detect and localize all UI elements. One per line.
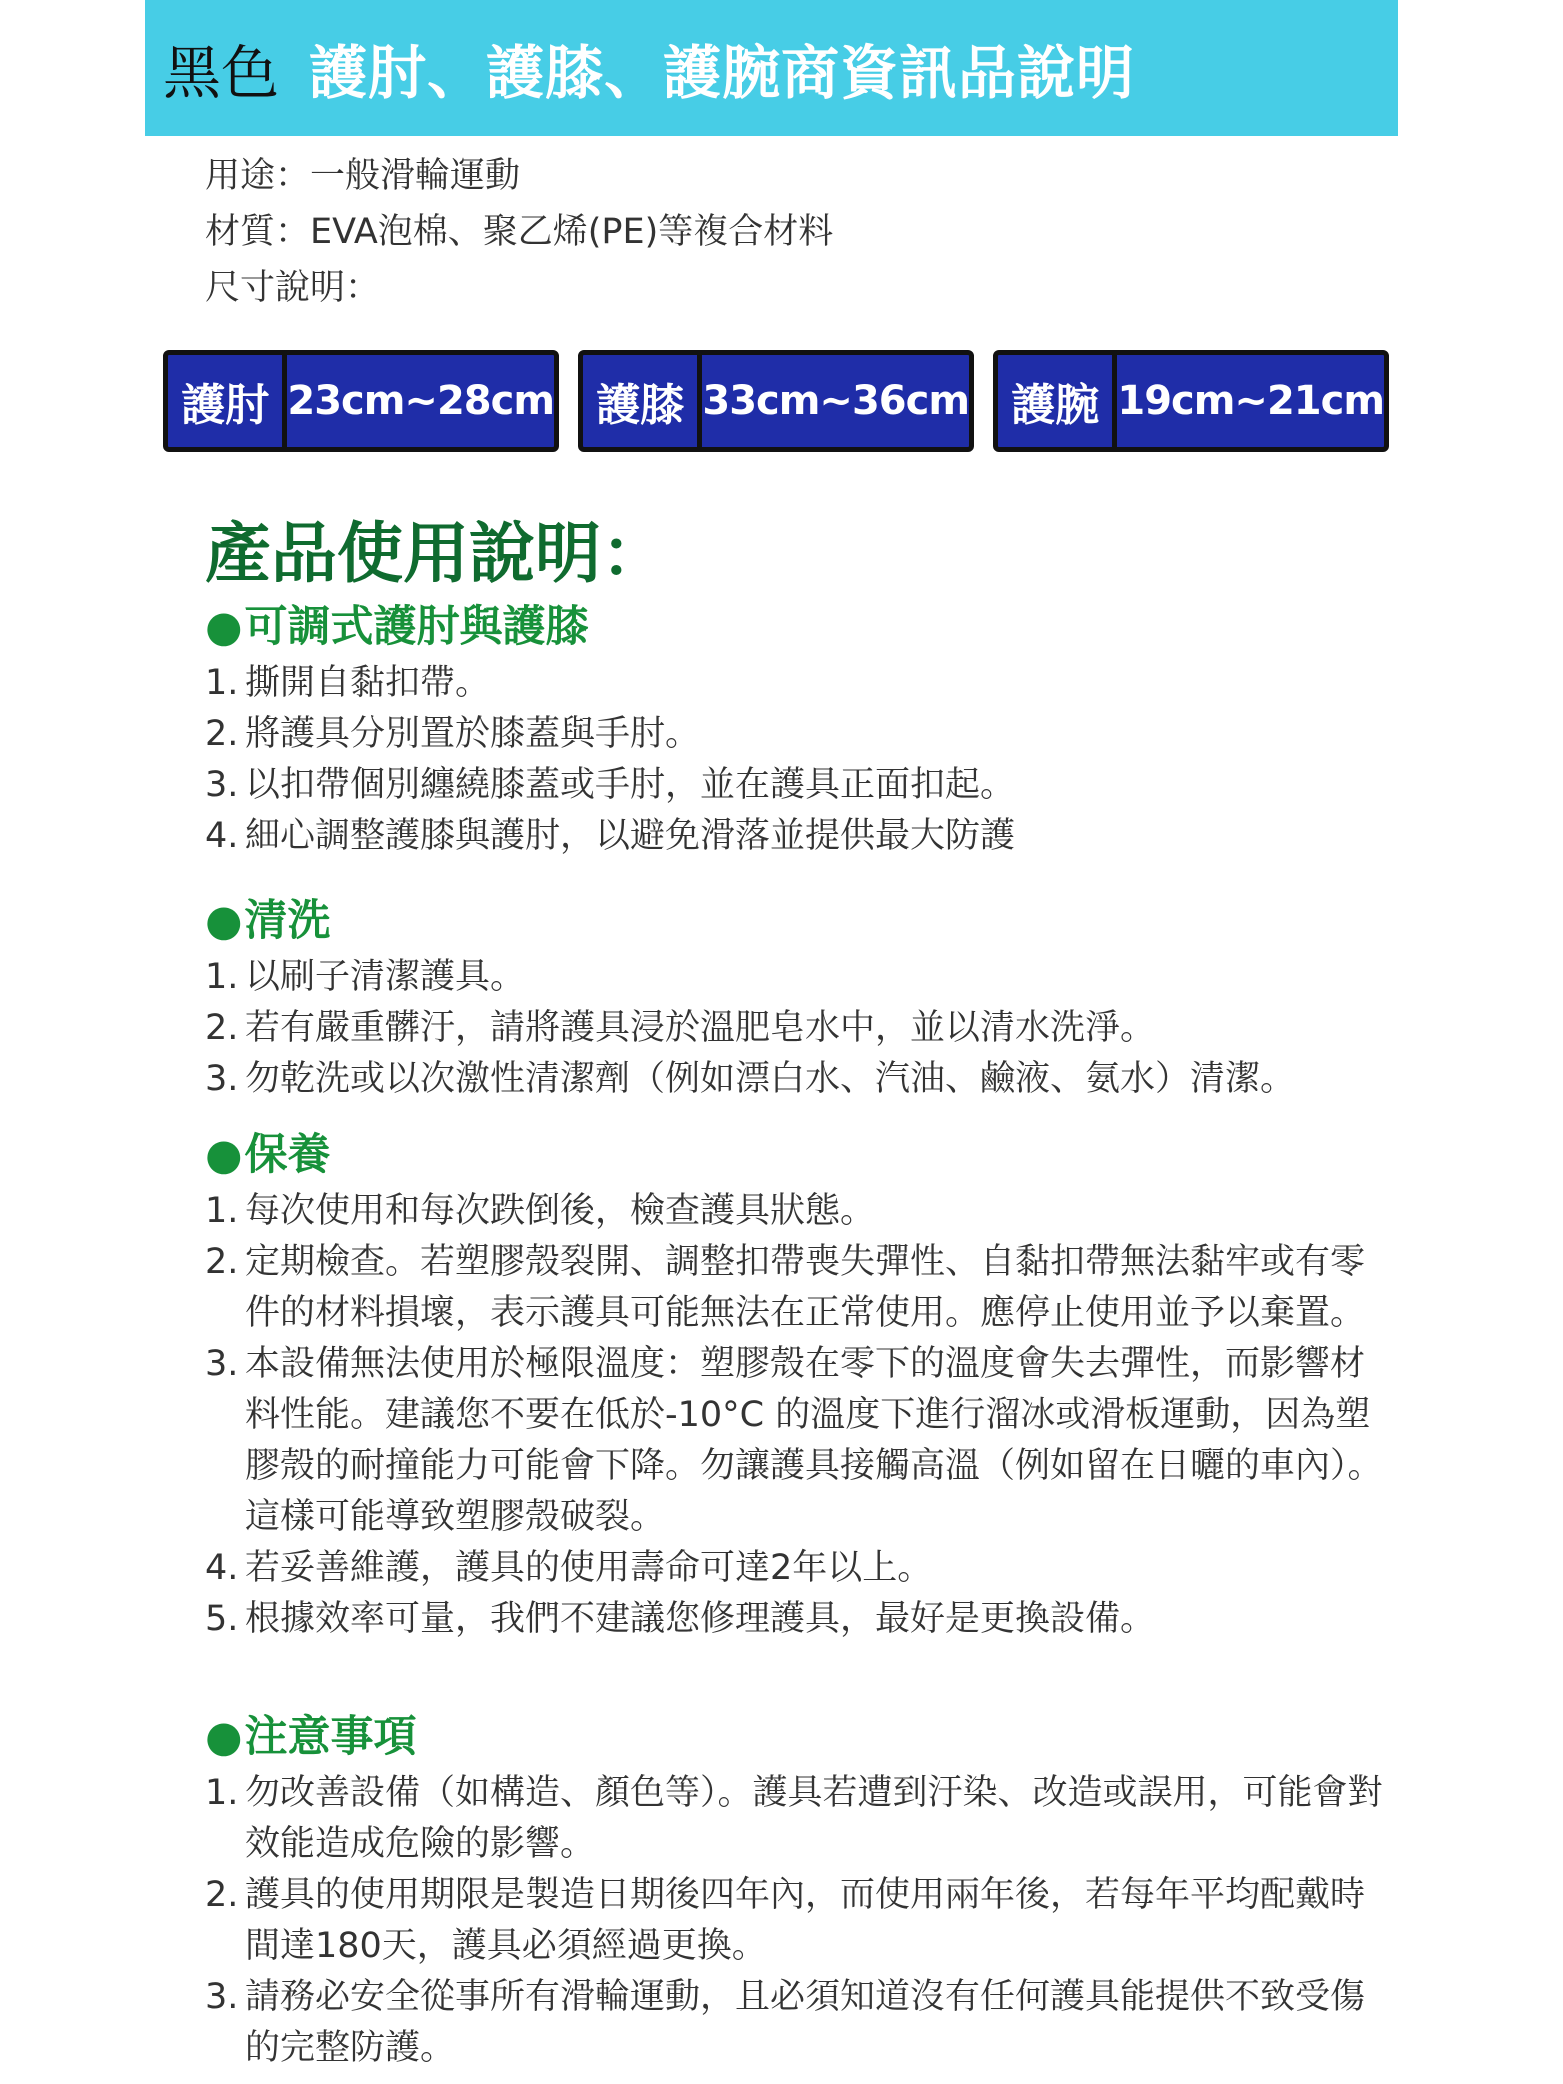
item-text: 每次使用和每次跌倒後，檢查護具狀態。 [245, 1191, 876, 1231]
size-label: 尺寸說明： [205, 268, 381, 308]
item-number: 4. [205, 1548, 239, 1588]
item-text: 若有嚴重髒汙，請將護具浸於溫肥皂水中，並以清水洗淨。 [245, 1008, 1156, 1048]
item-text: 以扣帶個別纏繞膝蓋或手肘，並在護具正面扣起。 [245, 765, 1016, 805]
size-box-elbow [163, 350, 559, 452]
size-part: 護膝 [583, 355, 702, 447]
list-item [205, 1003, 1385, 1054]
page-title: 護肘、護膝、護腕商資訊品說明 [309, 39, 1136, 107]
item-text: 細心調整護膝與護肘，以避免滑落並提供最大防護 [245, 816, 1016, 856]
section-cleaning [205, 890, 1385, 1105]
item-number: 1. [205, 1191, 239, 1231]
list-item [205, 952, 1385, 1003]
size-table [163, 350, 1389, 452]
size-box-wrist [993, 350, 1389, 452]
bullet-icon: ● [205, 1712, 243, 1762]
section-adjustable [205, 596, 1385, 862]
item-text: 本設備無法使用於極限溫度：塑膠殼在零下的溫度會失去彈性，而影響材料性能。建議您不要在低於-10°C 的溫度下進行溜冰或滑板運動，因為塑膠殼的耐撞能力可能會下降。勿讓護具接觸高溫（例如留在日曬的車內）。這樣可能導致塑膠殼破裂。 [245, 1344, 1383, 1537]
section-heading [205, 1706, 1385, 1768]
item-number: 3. [205, 1977, 239, 2017]
section-heading [205, 596, 1385, 658]
item-number: 3. [205, 1344, 239, 1384]
usage-heading: 產品使用說明： [205, 515, 667, 592]
section-title: 保養 [244, 1130, 331, 1180]
item-number: 2. [205, 1875, 239, 1915]
item-text: 護具的使用期限是製造日期後四年內，而使用兩年後，若每年平均配戴時間達180天，護具必須經過更換。 [245, 1875, 1366, 1966]
item-number: 3. [205, 765, 239, 805]
header-banner [145, 0, 1398, 136]
item-text: 將護具分別置於膝蓋與手肘。 [245, 714, 701, 754]
section-maintenance [205, 1124, 1385, 1645]
bullet-icon: ● [205, 602, 243, 652]
list-item [205, 1237, 1385, 1339]
item-number: 5. [205, 1599, 239, 1639]
list-item [205, 811, 1385, 862]
item-number: 1. [205, 663, 239, 703]
list-item [205, 1870, 1385, 1972]
section-cautions [205, 1706, 1385, 2074]
item-number: 1. [205, 1773, 239, 1813]
section-heading [205, 1124, 1385, 1186]
material-line: 材質：EVA泡棉、聚乙烯(PE)等複合材料 [205, 212, 834, 252]
size-range: 33cm~36cm [702, 378, 969, 424]
list-item [205, 1054, 1385, 1105]
usage-line: 用途：一般滑輪運動 [205, 156, 521, 196]
size-part: 護腕 [998, 355, 1117, 447]
item-number: 2. [205, 714, 239, 754]
item-number: 2. [205, 1242, 239, 1282]
size-box-knee [578, 350, 974, 452]
item-text: 撕開自黏扣帶。 [245, 663, 491, 703]
size-part: 護肘 [168, 355, 287, 447]
list-item [205, 1972, 1385, 2074]
item-text: 定期檢查。若塑膠殼裂開、調整扣帶喪失彈性、自黏扣帶無法黏牢或有零件的材料損壞，表示護具可能無法在正常使用。應停止使用並予以棄置。 [245, 1242, 1366, 1333]
item-text: 根據效率可量，我們不建議您修理護具，最好是更換設備。 [245, 1599, 1156, 1639]
item-text: 勿改善設備（如構造、顏色等）。護具若遭到汙染、改造或誤用，可能會對效能造成危險的影響。 [245, 1773, 1383, 1864]
item-text: 以刷子清潔護具。 [245, 957, 526, 997]
color-label: 黑色 [163, 39, 280, 107]
item-number: 3. [205, 1059, 239, 1099]
section-title: 清洗 [244, 896, 331, 946]
list-item [205, 658, 1385, 709]
bullet-icon: ● [205, 896, 243, 946]
list-item [205, 760, 1385, 811]
section-title: 可調式護肘與護膝 [244, 602, 589, 652]
size-range: 23cm~28cm [287, 378, 554, 424]
list-item [205, 1768, 1385, 1870]
list-item [205, 1594, 1385, 1645]
section-title: 注意事項 [244, 1712, 417, 1762]
size-range: 19cm~21cm [1117, 378, 1384, 424]
list-item [205, 1186, 1385, 1237]
item-text: 請務必安全從事所有滑輪運動，且必須知道沒有任何護具能提供不致受傷的完整防護。 [245, 1977, 1366, 2068]
list-item [205, 1339, 1385, 1543]
list-item [205, 709, 1385, 760]
bullet-icon: ● [205, 1130, 243, 1180]
spec-list [205, 148, 833, 316]
item-text: 若妥善維護，護具的使用壽命可達2年以上。 [245, 1548, 933, 1588]
item-number: 4. [205, 816, 239, 856]
item-number: 2. [205, 1008, 239, 1048]
section-heading [205, 890, 1385, 952]
list-item [205, 1543, 1385, 1594]
item-text: 勿乾洗或以次激性清潔劑（例如漂白水、汽油、鹼液、氨水）清潔。 [245, 1059, 1296, 1099]
item-number: 1. [205, 957, 239, 997]
